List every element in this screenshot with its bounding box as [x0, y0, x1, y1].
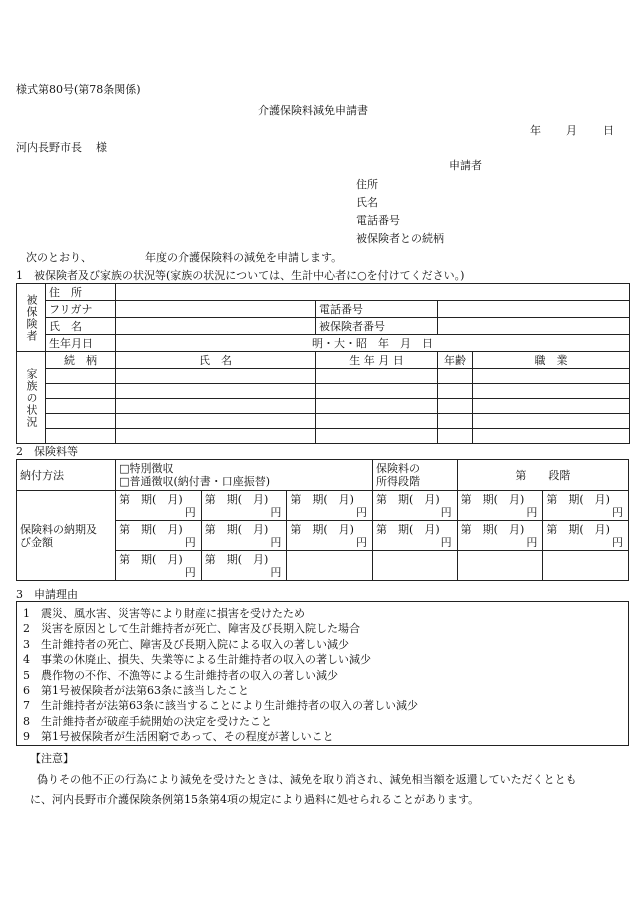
empty-cell — [373, 551, 458, 581]
period-cell[interactable] — [457, 521, 543, 551]
yen-unit: 円 — [184, 535, 196, 549]
yen-unit: 円 — [356, 505, 368, 519]
col-age: 年齢 — [438, 352, 473, 369]
reason-item: 6 第1号被保険者が法第63条に該当したこと — [23, 683, 249, 697]
family-row-cell[interactable] — [473, 429, 630, 444]
family-row-cell[interactable] — [438, 369, 473, 384]
special-collection-checkbox[interactable]: □特別徴収 — [119, 462, 174, 475]
family-row-cell[interactable] — [46, 429, 116, 444]
reason-item: 3 生計維持者の死亡、障害及び長期入院による収入の著しい減少 — [23, 637, 349, 651]
period-label — [17, 491, 116, 581]
period-cell-label: 第 期( 月) — [119, 492, 183, 506]
premium-table — [16, 459, 629, 581]
section1-heading: 1 被保険者及び家族の状況等(家族の状況については、生計中心者に○を付けてください。) — [16, 269, 465, 282]
name-label: 氏 名 — [46, 318, 116, 335]
yen-unit: 円 — [270, 565, 282, 579]
reasons-box — [16, 601, 629, 746]
period-cell-label: 第 期( 月) — [376, 522, 440, 536]
reason-item: 8 生計維持者が破産手続開始の決定を受けたこと — [23, 714, 272, 728]
yen-unit: 円 — [440, 535, 452, 549]
family-row-cell[interactable] — [473, 384, 630, 399]
col-relation: 続 柄 — [46, 352, 116, 369]
reason-item: 5 農作物の不作、不漁等による生計維持者の収入の著しい減少 — [23, 668, 338, 682]
empty-cell — [543, 551, 629, 581]
applicant-relation-label: 被保険者との続柄 — [356, 232, 444, 245]
period-cell[interactable] — [201, 551, 287, 581]
empty-cell — [457, 551, 543, 581]
reason-item: 9 第1号被保険者が生活困窮であって、その程度が著しいこと — [23, 730, 334, 744]
phone-label: 電話番号 — [316, 301, 438, 318]
reason-item: 2 災害を原因として生計維持者が死亡、障害及び長期入院した場合 — [23, 622, 360, 636]
family-row-cell[interactable] — [116, 369, 316, 384]
yen-unit: 円 — [270, 505, 282, 519]
method-label: 納付方法 — [17, 460, 116, 491]
birth-format: 明・大・昭 年 月 日 — [312, 337, 433, 350]
insured-address-field[interactable] — [116, 284, 630, 301]
family-row-cell[interactable] — [116, 384, 316, 399]
period-cell[interactable] — [287, 491, 373, 521]
col-job: 職 業 — [473, 352, 630, 369]
section3-heading: 3 申請理由 — [16, 588, 78, 601]
stage-value[interactable]: 第 段階 — [457, 460, 628, 491]
period-cell[interactable] — [116, 491, 202, 521]
applicant-name-label: 氏名 — [356, 196, 378, 209]
yen-unit: 円 — [526, 535, 538, 549]
addressee: 河内長野市長 — [16, 141, 82, 154]
period-cell[interactable] — [543, 491, 629, 521]
period-cell-label: 第 期( 月) — [204, 552, 269, 566]
period-cell[interactable] — [287, 521, 373, 551]
yen-unit: 円 — [270, 535, 282, 549]
ordinary-collection-checkbox[interactable]: □普通徴収(納付書・口座振替) — [119, 475, 271, 488]
yen-unit: 円 — [612, 505, 623, 519]
period-label-line2: び金額 — [20, 535, 53, 549]
insured-name-field[interactable] — [116, 318, 316, 335]
family-row-cell[interactable] — [438, 399, 473, 414]
page-title: 介護保険料減免申請書 — [258, 104, 368, 117]
insured-label: 被保険者 — [17, 284, 46, 352]
period-cell[interactable] — [116, 521, 202, 551]
family-row-cell[interactable] — [316, 384, 438, 399]
addressee-suffix: 様 — [96, 141, 107, 154]
family-row-cell[interactable] — [438, 429, 473, 444]
method-options — [116, 460, 373, 491]
reason-item: 1 震災、風水害、災害等により財産に損害を受けたため — [23, 607, 305, 620]
insured-phone-field[interactable] — [438, 301, 630, 318]
period-cell-label: 第 期( 月) — [546, 522, 610, 536]
family-row-cell[interactable] — [116, 429, 316, 444]
period-cell[interactable] — [373, 491, 458, 521]
period-cell[interactable] — [201, 491, 287, 521]
period-cell-label: 第 期( 月) — [204, 492, 269, 506]
family-row-cell[interactable] — [316, 369, 438, 384]
birth-date-field[interactable] — [116, 335, 630, 352]
period-cell[interactable] — [457, 491, 543, 521]
furigana-field[interactable] — [116, 301, 316, 318]
insured-table — [16, 283, 630, 444]
insured-number-label: 被保険者番号 — [316, 318, 438, 335]
family-row-cell[interactable] — [46, 369, 116, 384]
yen-unit: 円 — [612, 535, 623, 549]
period-cell[interactable] — [543, 521, 629, 551]
yen-unit: 円 — [184, 505, 196, 519]
family-row-cell[interactable] — [316, 414, 438, 429]
period-cell-label: 第 期( 月) — [376, 492, 440, 506]
yen-unit: 円 — [440, 505, 452, 519]
date-day: 日 — [603, 124, 614, 137]
period-cell-label: 第 期( 月) — [546, 492, 610, 506]
applicant-address-label: 住所 — [356, 178, 378, 191]
stage-label-line1: 保険料の — [376, 462, 421, 475]
reason-item: 7 生計維持者が法第63条に該当することにより生計維持者の収入の著しい減少 — [23, 699, 418, 713]
period-cell-label: 第 期( 月) — [119, 522, 183, 536]
intro-suffix: 年度の介護保険料の減免を申請します。 — [145, 251, 343, 264]
yen-unit: 円 — [526, 505, 538, 519]
empty-cell — [287, 551, 373, 581]
family-row-cell[interactable] — [438, 384, 473, 399]
applicant-label: 申請者 — [449, 159, 482, 172]
family-row-cell[interactable] — [116, 399, 316, 414]
family-row-cell[interactable] — [473, 414, 630, 429]
family-row-cell[interactable] — [438, 414, 473, 429]
birth-label: 生年月日 — [46, 335, 116, 352]
applicant-phone-label: 電話番号 — [356, 214, 400, 227]
period-cell-label: 第 期( 月) — [460, 492, 525, 506]
period-cell[interactable] — [116, 551, 202, 581]
period-cell-label: 第 期( 月) — [290, 522, 354, 536]
period-cell-label: 第 期( 月) — [204, 522, 269, 536]
reason-item: 4 事業の休廃止、損失、失業等による生計維持者の収入の著しい減少 — [23, 653, 371, 667]
family-row-cell[interactable] — [316, 399, 438, 414]
period-cell[interactable] — [373, 521, 458, 551]
intro-prefix: 次のとおり、 — [26, 251, 92, 264]
family-row-cell[interactable] — [473, 399, 630, 414]
period-label-line1: 保険料の納期及 — [20, 522, 97, 536]
section2-heading: 2 保険料等 — [16, 445, 78, 458]
family-row-cell[interactable] — [316, 429, 438, 444]
stage-label — [373, 460, 458, 491]
stage-label-line2: 所得段階 — [376, 475, 421, 488]
family-row-cell[interactable] — [46, 399, 116, 414]
furigana-label: フリガナ — [46, 301, 116, 318]
yen-unit: 円 — [356, 535, 368, 549]
notice-heading: 【注意】 — [30, 752, 74, 765]
date-month: 月 — [566, 124, 577, 137]
address-label: 住 所 — [46, 284, 116, 301]
family-row-cell[interactable] — [473, 369, 630, 384]
form-number: 様式第80号(第78条関係) — [16, 83, 141, 96]
date-year: 年 — [530, 124, 541, 137]
family-row-cell[interactable] — [46, 384, 116, 399]
notice-line2: に、河内長野市介護保険条例第15条第4項の規定により過料に処せられることがあります。 — [30, 793, 480, 806]
yen-unit: 円 — [184, 565, 196, 579]
col-birth: 生 年 月 日 — [316, 352, 438, 369]
insured-number-field[interactable] — [438, 318, 630, 335]
family-row-cell[interactable] — [46, 414, 116, 429]
period-cell[interactable] — [201, 521, 287, 551]
col-name: 氏 名 — [116, 352, 316, 369]
period-cell-label: 第 期( 月) — [290, 492, 354, 506]
period-cell-label: 第 期( 月) — [119, 552, 183, 566]
family-label: 家族の状況 — [17, 352, 46, 444]
notice-line1: 偽りその他不正の行為により減免を受けたときは、減免を取り消され、減免相当額を返還していただくととも — [37, 773, 577, 786]
period-cell-label: 第 期( 月) — [460, 522, 525, 536]
family-row-cell[interactable] — [116, 414, 316, 429]
